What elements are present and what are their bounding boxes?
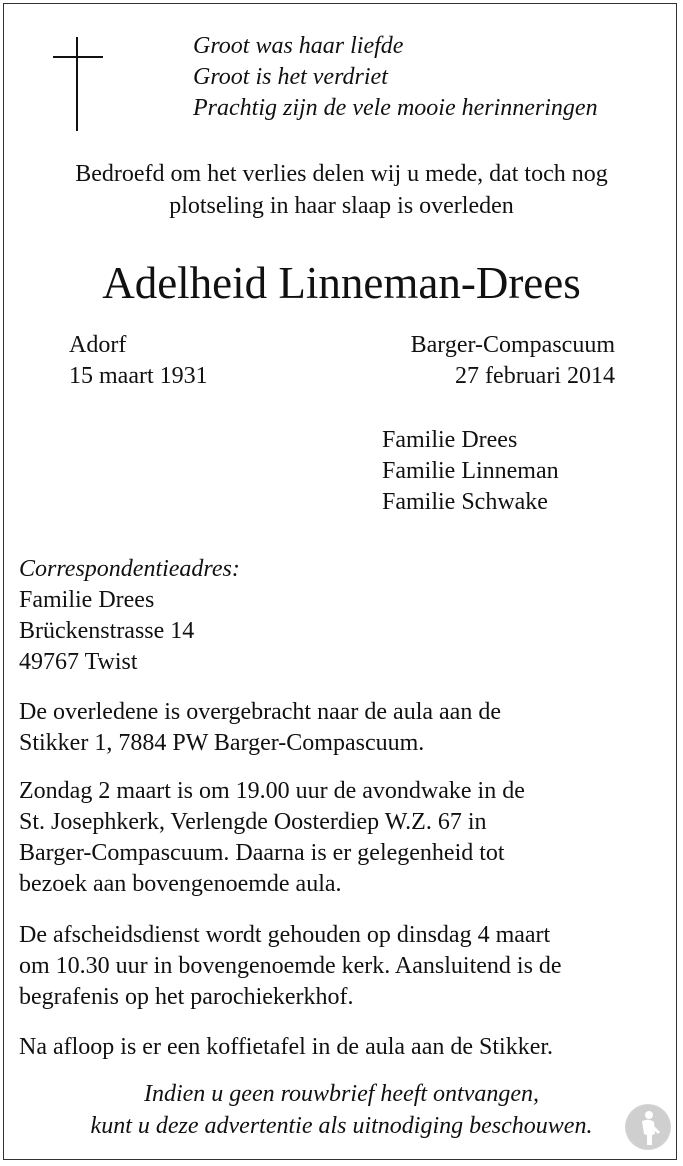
closing-line: Indien u geen rouwbrief heeft ontvangen, — [143, 1081, 539, 1107]
poem-line: Groot is het verdriet — [193, 64, 388, 90]
paragraph-coffee — [19, 1032, 669, 1063]
paragraph-line: begrafenis op het parochiekerkhof. — [19, 984, 354, 1010]
death-date: 27 februari 2014 — [455, 363, 615, 389]
death-info — [411, 330, 615, 392]
family-item: Familie Linneman — [382, 458, 559, 484]
family-item: Familie Schwake — [382, 489, 548, 515]
paragraph-service — [19, 920, 669, 1013]
intro-line: plotseling in haar slaap is overleden — [169, 193, 514, 219]
paragraph-line: Na afloop is er een koffietafel in de aula aan de Stikker. — [19, 1034, 554, 1060]
birth-info — [69, 330, 208, 392]
intro-line: Bedroefd om het verlies delen wij u mede, dat toch nog — [75, 161, 608, 187]
families-list — [382, 425, 559, 518]
paragraph-line: De overledene is overgebracht naar de aula aan de — [19, 699, 501, 725]
paragraph-transfer — [19, 697, 669, 759]
paragraph-line: Zondag 2 maart is om 19.00 uur de avondwake in de — [19, 778, 525, 804]
birth-date: 15 maart 1931 — [69, 363, 208, 389]
paragraph-wake — [19, 776, 669, 900]
intro-text — [0, 158, 683, 222]
deceased-name: Adelheid Linneman-Drees — [102, 258, 581, 308]
paragraph-line: St. Josephkerk, Verlengde Oosterdiep W.Z. 67 in — [19, 809, 487, 835]
poem-line: Groot was haar liefde — [193, 33, 404, 59]
closing-text — [0, 1078, 683, 1142]
correspondence-address — [19, 554, 240, 678]
paragraph-line: Stikker 1, 7884 PW Barger-Compascuum. — [19, 730, 425, 756]
death-place: Barger-Compascuum — [410, 332, 615, 358]
memorial-badge-icon[interactable] — [625, 1104, 671, 1150]
correspondence-street: Brückenstrasse 14 — [19, 618, 195, 644]
paragraph-line: Barger-Compascuum. Daarna is er gelegenheid tot — [19, 840, 505, 866]
poem-line: Prachtig zijn de vele mooie herinneringen — [193, 95, 598, 121]
paragraph-line: om 10.30 uur in bovengenoemde kerk. Aansluitend is de — [19, 953, 562, 979]
correspondence-name: Familie Drees — [19, 587, 155, 613]
paragraph-line: De afscheidsdienst wordt gehouden op dinsdag 4 maart — [19, 922, 551, 948]
family-item: Familie Drees — [382, 427, 518, 453]
paragraph-line: bezoek aan bovengenoemde aula. — [19, 871, 342, 897]
poem — [193, 31, 598, 124]
correspondence-heading: Correspondentieadres: — [19, 556, 240, 582]
correspondence-city: 49767 Twist — [19, 649, 138, 675]
birth-place: Adorf — [69, 332, 127, 358]
closing-line: kunt u deze advertentie als uitnodiging beschouwen. — [90, 1113, 593, 1139]
